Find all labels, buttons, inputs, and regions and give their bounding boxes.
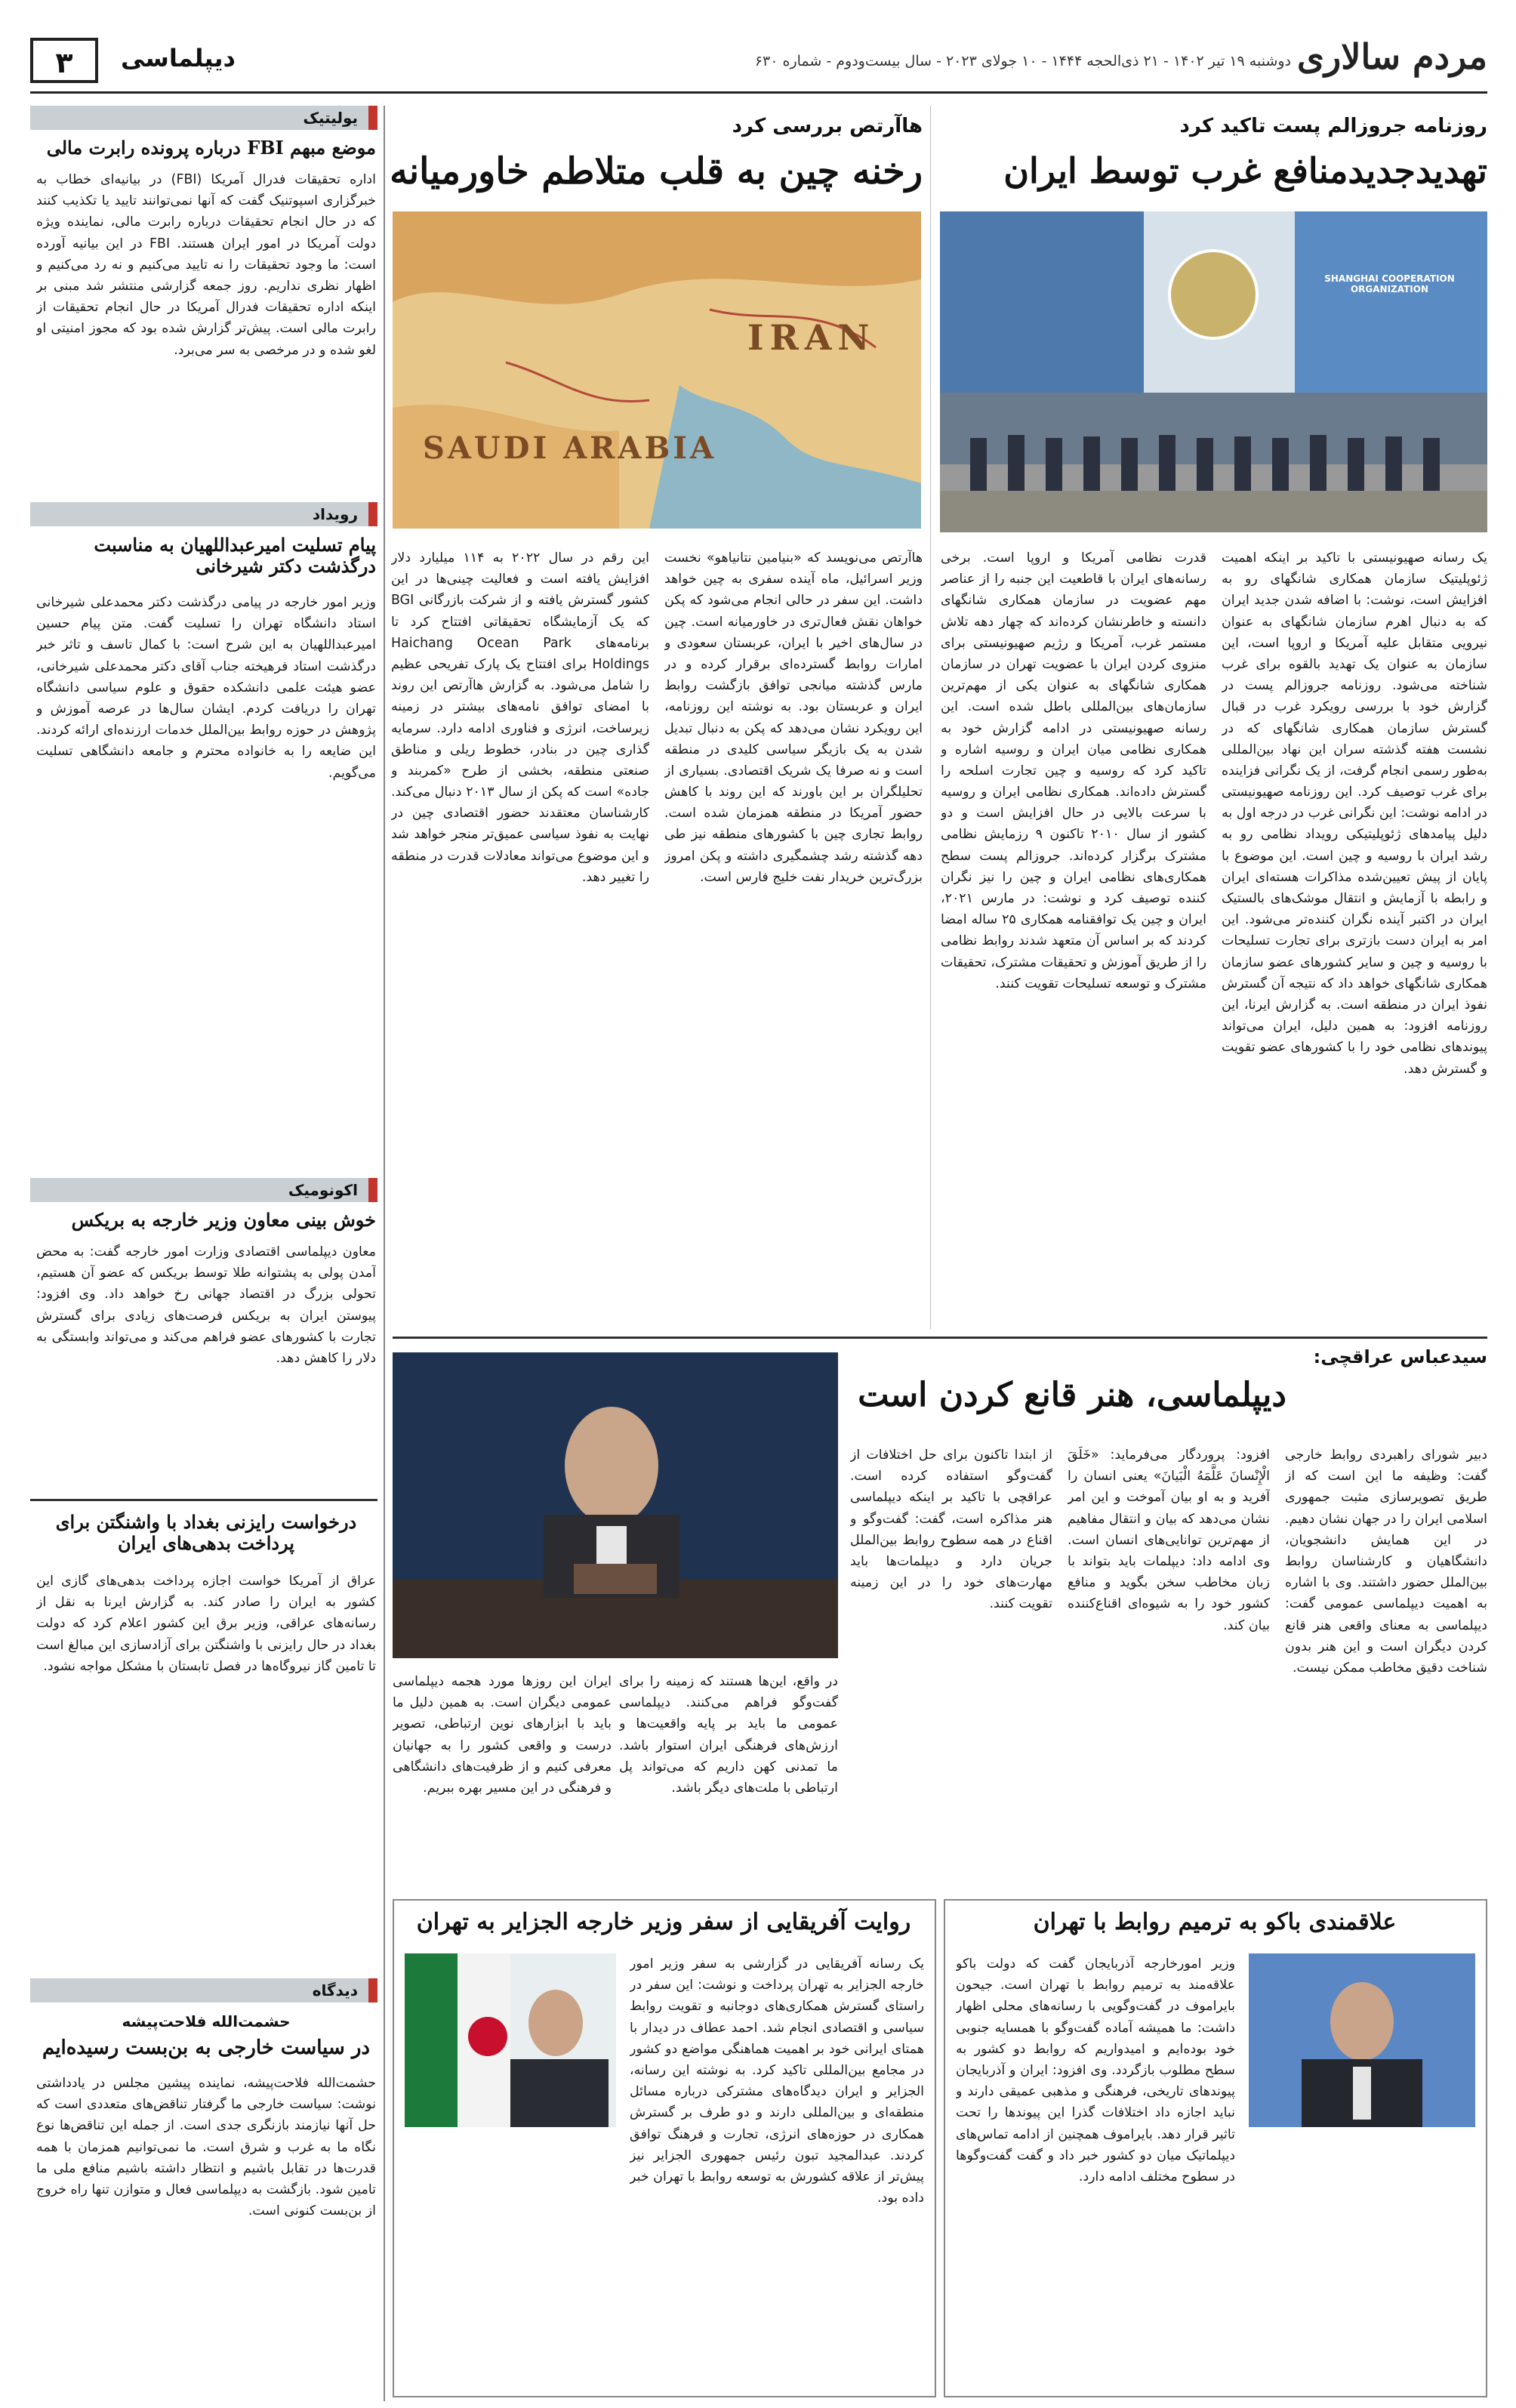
lead-headline: تهدیدجدیدمنافع غرب توسط ایران [1003, 150, 1487, 191]
araghchi-photo-art [393, 1352, 838, 1658]
sidebar-label-events: رویداد [30, 502, 377, 526]
interview-col-3: از ابتدا تاکنون برای حل اختلافات از گفت‌وگو استفاده کرده است. عراقچی با تاکید بر اینکه دیپلماسی هنر مذاکره است، گفت: گفت‌وگو و اقناع در همه سطوح روابط بین‌الملل جریان دارد و دیپلمات‌ها باید مهارت‌های خود را در این زمینه تقویت کنند. [850, 1448, 1052, 1612]
lead-article [940, 106, 1487, 1329]
lead-col-2: قدرت نظامی آمریکا و اروپا است. برخی رسانه‌های ایران با قاطعیت این جنبه را از عناصر مهم عضویت در سازمان همکاری شانگهای دانسته و خاطرنشان کرده‌اند که چهار دهه تلاش مستمر غرب، آمریکا و رژیم صهیونیستی برای منزوی کردن ایران با عضویت تهران در سازمان همکاری شانگهای به عنوان یکی از مهم‌ترین سازمان‌های بین‌المللی باطل شده است. این رسانه صهیونیستی در ادامه گزارش خود به همکاری نظامی میان ایران و روسیه اشاره و تاکید کرد که روسیه و چین تجارت اسلحه را گسترش داده‌اند. همکاری نظامی ایران و روسیه با سرعت بالایی در حال افزایش است و دو کشور از سال ۲۰۱۰ تاکنون ۹ رزمایش نظامی مشترک برگزار کرده‌اند. جروزالم پست سطح همکاری‌های نظامی ایران و چین را نیز نگران کننده توصیف کرد و نوشت: در مارس ۲۰۲۱، ایران و چین یک توافقنامه همکاری ۲۵ ساله امضا کردند که بر اساس آن متعهد شدند روابط نظامی را از طریق آموزش و تحقیقات مشترک، تحقیقات مشترک و توسعه تسلیحات تقویت کنند. [941, 550, 1206, 991]
section-title: دیپلماسی [121, 44, 236, 72]
interview-col-1: دبیر شورای راهبردی روابط خارجی گفت: وظیفه ما این است که از طریق تصویرسازی مثبت جمهوری اسلامی ایران را در جهان نشان دهیم. در این همایش دانشجویان، دانشگاهیان و کارشناسان روابط بین‌الملل حضور داشتند. وی با اشاره به اهمیت دیپلماسی عمومی گفت: دیپلماسی به معنای واقعی هنر قانع کردن دیگران است و این هنر بدون شناخت دقیق مخاطب ممکن نیست. [1285, 1448, 1487, 1676]
algeria-headline: روایت آفریقایی از سفر وزیر خارجه الجزایر به تهران [416, 1909, 911, 1935]
baku-headline: علاقمندی باکو به ترمیم روابط با تهران [1033, 1909, 1397, 1935]
baghdad-headline: درخواست رایزنی بغداد با واشنگتن برای پرداخت بدهی‌های ایران [55, 1511, 357, 1554]
baku-text: وزیر امورخارجه آذربایجان گفت که دولت باکو علاقه‌مند به ترمیم روابط با تهران است. جیحون بایراموف در گفت‌وگویی با رسانه‌های محلی اظهار داشت: ما همیشه آماده گفت‌وگو با همسایه جنوبی خود بوده‌ایم و امیدواریم که روابط دو کشور به سطح مطلوب بازگردد. وی افزود: ایران و آذربایجان پیوندهای تاریخی، فرهنگی و مذهبی عمیقی دارند و نباید اجازه داد اختلافات گذرا این پیوندها را تحت تاثیر قرار دهد. بایراموف همچنین از ادامه تماس‌های دیپلماتیک میان دو کشور خبر داد و گفت گفت‌وگوها در سطوح مختلف ادامه دارد. [956, 1956, 1235, 2184]
opinion-headline: در سیاست خارجی به بن‌بست رسیده‌ایم [42, 2036, 370, 2059]
analysis-article [390, 106, 931, 1329]
summit-photo [940, 211, 1487, 532]
fbi-headline: موضع مبهم FBI درباره پرونده رابرت مالی [46, 137, 376, 159]
interview-article [393, 1337, 1487, 1888]
sidebar-divider [30, 1499, 377, 1501]
sidebar-label-politics: یولیتیک [30, 106, 377, 130]
masthead [30, 36, 1487, 94]
page-number: ۳ [30, 38, 98, 83]
map-label-iran: IRAN [747, 317, 876, 358]
map-art [393, 211, 921, 529]
interview-headline: دیپلماسی، هنر قانع کردن است [858, 1376, 1286, 1414]
sidebar [30, 106, 385, 2401]
attaf-photo-art [405, 1953, 616, 2127]
dateline: دوشنبه ۱۹ تیر ۱۴۰۲ - ۲۱ ذی‌الحجه ۱۴۴۴ - ۱۰ جولای ۲۰۲۳ - سال بیست‌ودوم - شماره ۶۳۰ [754, 53, 1291, 69]
lead-col-1: یک رسانه صهیونیستی با تاکید بر اینکه اهمیت ژئوپلیتیک سازمان همکاری شانگهای رو به افزایش است، نوشت: با اضافه شدن جدید ایران که به دنبال اهرم سازمان شانگهای به عنوان نیرویی متقابل علیه آمریکا و اروپا است، این سازمان به عنوان یک تهدید بالقوه برای غرب شناخته می‌شود. روزنامه جروزالم پست در گزارش خود با بررسی رویکرد غرب در قبال گسترش سازمان همکاری شانگهای که در نشست هفته گذشته سران این نهاد بین‌المللی به‌طور رسمی انجام گرفت، از یک نگرانی فزاینده برای غرب توصیف کرد. این روزنامه صهیونیستی در ادامه نوشت: این نگرانی غرب در درجه اول به دلیل پیامدهای ژئوپلیتیکی رویداد نظامی رو به رشد ایران با روسیه و چین است. این موضوع با پایان از پیش تعیین‌شده مذاکرات هسته‌ای ایران و رابطه با آزمایش و انتقال موشک‌های بالستیک ایران در اکتبر آینده نگران کننده‌تر می‌شود. این امر به ایران دست بازتری برای تجارت تسلیحات با روسیه و چین و سایر کشورهای عضو سازمان همکاری شانگهای خواهد داد که نتیجه آن گسترش نفوذ ایران در منطقه است. به گزارش ایرنا، این روزنامه افزود: به همین دلیل، ایران می‌تواند پیوندهای نظامی خود را با کشورهای عضو تقویت و گسترش دهد. [1222, 550, 1487, 1077]
analysis-kicker: هاآرتص بررسی کرد [732, 115, 923, 137]
analysis-col-2: این رقم در سال ۲۰۲۲ به ۱۱۴ میلیارد دلار افزایش یافته است و فعالیت چینی‌ها در این کشور گسترش یافته و از شرکت بازرگانی BGI که یک آزمایشگاه تحقیقاتی افتتاح کرد تا برنامه‌های Haichang Ocean Park Holdings برای افتتاح یک پارک تفریحی عظیم را شامل می‌شود. به گزارش هاآرتص این روند با امضای توافق نامه‌های بیشتر در زمینه زیرساخت، انرژی و فناوری ادامه دارد. سرمایه گذاری چین در بنادر، خطوط ریلی و مناطق صنعتی منطقه، بخشی از طرح «کمربند و جاده» است که پکن از سال ۲۰۱۳ دنبال می‌کند. کارشناسان معتقدند حضور اقتصادی چین در نهایت به نفوذ سیاسی عمیق‌تر منجر خواهد شد و این موضوع می‌تواند معادلات قدرت در منطقه را تغییر دهد. [391, 550, 649, 885]
interview-kicker: سیدعباس عراقچی: [1313, 1346, 1487, 1367]
summit-photo-art [940, 211, 1487, 532]
opinion-text: حشمت‌الله فلاحت‌پیشه، نماینده پیشین مجلس در یادداشتی نوشت: سیاست خارجی ما گرفتار تناقض‌های متعددی است که حل آنها نیازمند بازنگری جدی است. از جمله این تناقض‌ها نوع نگاه ما به غرب و شرق است. ما نمی‌توانیم همزمان با همه قدرت‌ها در تقابل باشیم و انتظار داشته باشیم منافع ملی ما تامین شود. بازگشت به دیپلماسی فعال و متوازن تنها راه خروج از بن‌بست کنونی است. [36, 2076, 376, 2219]
analysis-headline: رخنه چین به قلب متلاطم خاورمیانه [390, 150, 923, 193]
lead-kicker: روزنامه جروزالم پست تاکید کرد [1179, 115, 1487, 137]
algeria-text: یک رسانه آفریقایی در گزارشی به سفر وزیر امور خارجه الجزایر به تهران پرداخت و نوشت: این سفر در راستای گسترش همکاری‌های دوجانبه و تقویت روابط سیاسی و اقتصادی انجام شد. احمد عطاف در دیدار با همتای ایرانی خود بر اهمیت هماهنگی مواضع دو کشور در مجامع بین‌المللی تاکید کرد. به نوشته این رسانه، الجزایر و ایران دیدگاه‌های مشترکی درباره مسائل منطقه‌ای و بین‌المللی دارند و دو طرف بر گسترش همکاری در حوزه‌های انرژی، تجارت و فرهنگ توافق کردند. عبدالمجید تبون رئیس جمهوری الجزایر نیز پیش‌تر از علاقه کشورش به توسعه روابط با تهران خبر داده بود. [630, 1956, 924, 2206]
algeria-article [393, 1899, 936, 2397]
brics-text: معاون دیپلماسی اقتصادی وزارت امور خارجه گفت: به محض آمدن پولی به پشتوانه طلا توسط بریکس که عضو آن هستیم، تحولی بزرگ در اقتصاد جهانی رخ خواهد داد. وی افزود: پیوستن ایران به بریکس فرصت‌های زیادی برای گسترش تجارت با کشورهای عضو فراهم می‌کند و می‌تواند وابستگی به دلار را کاهش دهد. [36, 1244, 376, 1366]
baghdad-text: عراق از آمریکا خواست اجازه پرداخت بدهی‌های گازی این کشور به ایران را صادر کند. به گزارش ایرنا به نقل از رسانه‌های عراقی، وزیر برق این کشور اعلام کرد که دولت بغداد در حال رایزنی با واشنگتن برای آزادسازی این مبالغ است تا تامین گاز نیروگاه‌ها در فصل تابستان با مشکل مواجه نشود. [36, 1574, 376, 1674]
brics-headline: خوش بینی معاون وزیر خارجه به بریکس [71, 1209, 376, 1231]
summit-banner-text: SHANGHAI COOPERATION ORGANIZATION [1324, 273, 1455, 294]
baku-article [944, 1899, 1487, 2397]
fbi-text: اداره تحقیقات فدرال آمریکا (FBI) در بیانیه‌ای خطاب به خبرگزاری اسپوتنیک گفت که آنها نمی‌توانند تایید یا تکذیب کنند که در حال انجام تحقیقات درباره رابرت مالی، نماینده ویژه دولت آمریکا در امور ایران هستند. FBI در این بیانیه آورده است: ما وجود تحقیقات را نه تایید می‌کنیم و نه رد می‌کنیم و اظهار نظری نداریم. روز جمعه گزارشی منتشر شد مبنی بر اینکه اداره تحقیقات فدرال آمریکا در حال انجام تحقیقات از رابرت مالی است. پیش‌تر گزارش شده بود که مجوز امنیتی او لغو شده و در مرخصی به سر می‌برد. [36, 172, 376, 358]
attaf-photo [405, 1953, 616, 2127]
interview-col-5: ایران این روزها مورد هجمه دیپلماسی عمومی دیگران است. به همین دلیل ما باید با ابزارهای نوین ارتباطی، تصویر درست و واقعی کشور را به جهانیان معرفی کنیم و از ظرفیت‌های دانشگاهی و فرهنگی در این مسیر بهره ببریم. [393, 1674, 612, 1796]
interview-col-4: در واقع، این‌ها هستند که زمینه را برای گفت‌وگو فراهم می‌کنند. دیپلماسی عمومی ما باید بر پایه واقعیت‌ها و ارزش‌های فرهنگی ایران استوار باشد. ما تمدنی کهن داریم که می‌تواند پل ارتباطی با ملت‌های دیگر باشد. [619, 1674, 838, 1796]
sidebar-label-economy: اکونومیک [30, 1178, 377, 1202]
interview-col-2: افزود: پروردگار می‌فرماید: «خَلَقَ الْإِنْسانَ عَلَّمَهُ الْبَيانَ» یعنی انسان را آفرید و به او بیان آموخت و این امر نشان می‌دهد که بیان و انتقال مفاهیم از مهم‌ترین توانایی‌های انسان است. وی ادامه داد: دیپلمات باید بتواند با زبان مخاطب سخن بگوید و منافع کشور خود را به شیوه‌ای اقناع‌کننده بیان کند. [1068, 1448, 1270, 1633]
map-photo [393, 211, 921, 529]
sidebar-label-opinion: دیدگاه [30, 1978, 377, 2003]
analysis-col-1: هاآرتص می‌نویسد که «بنیامین نتانیاهو» نخست وزیر اسرائیل، ماه آینده سفری به چین خواهد داشت. این سفر در حالی انجام می‌شود که پکن خواهان نقش فعال‌تری در خاورمیانه است. چین در سال‌های اخیر با ایران، عربستان سعودی و امارات روابط گسترده‌ای برقرار کرده و در مارس گذشته میانجی توافق بازگشت روابط ایران و عربستان بود. به نوشته این روزنامه، این رویکرد نشان می‌دهد که پکن به دنبال تبدیل شدن به یک بازیگر سیاسی کلیدی در منطقه است و نه صرفا یک شریک اقتصادی. بسیاری از تحلیلگران بر این باورند که این روند با کاهش حضور آمریکا در منطقه همزمان شده است. روابط تجاری چین با کشورهای منطقه نیز طی دهه گذشته رشد چشمگیری داشته و پکن امروز بزرگ‌ترین خریدار نفت خلیج فارس است. [664, 550, 923, 885]
araghchi-photo [393, 1352, 838, 1658]
bayramov-photo-art [1249, 1953, 1475, 2127]
bayramov-photo [1249, 1953, 1475, 2127]
newspaper-logo: مردم سالاری [1296, 36, 1487, 77]
condolence-text: وزیر امور خارجه در پیامی درگذشت دکتر محمدعلی شیرخانی استاد دانشگاه تهران را تسلیت گفت. متن پیام حسین امیرعبداللهیان به این شرح است: با کمال تاسف و تاثر خبر درگذشت استاد فرهیخته جناب آقای دکتر محمدعلی شیرخانی، عضو هیئت علمی دانشکده حقوق و علوم سیاسی دانشگاه تهران را دریافت کردم. ایشان سال‌ها در عرصه آموزش و پژوهش در حوزه روابط بین‌الملل خدمات ارزنده‌ای ارائه کردند. این ضایعه را به خانواده محترم و جامعه دانشگاهی تسلیت می‌گویم. [36, 595, 376, 781]
opinion-author: حشمت‌الله فلاحت‌پیشه [122, 2012, 291, 2030]
map-label-saudi: SAUDI ARABIA [423, 430, 716, 466]
condolence-headline: پیام تسلیت امیرعبداللهیان به مناسبت درگذشت دکتر شیرخانی [94, 534, 376, 577]
